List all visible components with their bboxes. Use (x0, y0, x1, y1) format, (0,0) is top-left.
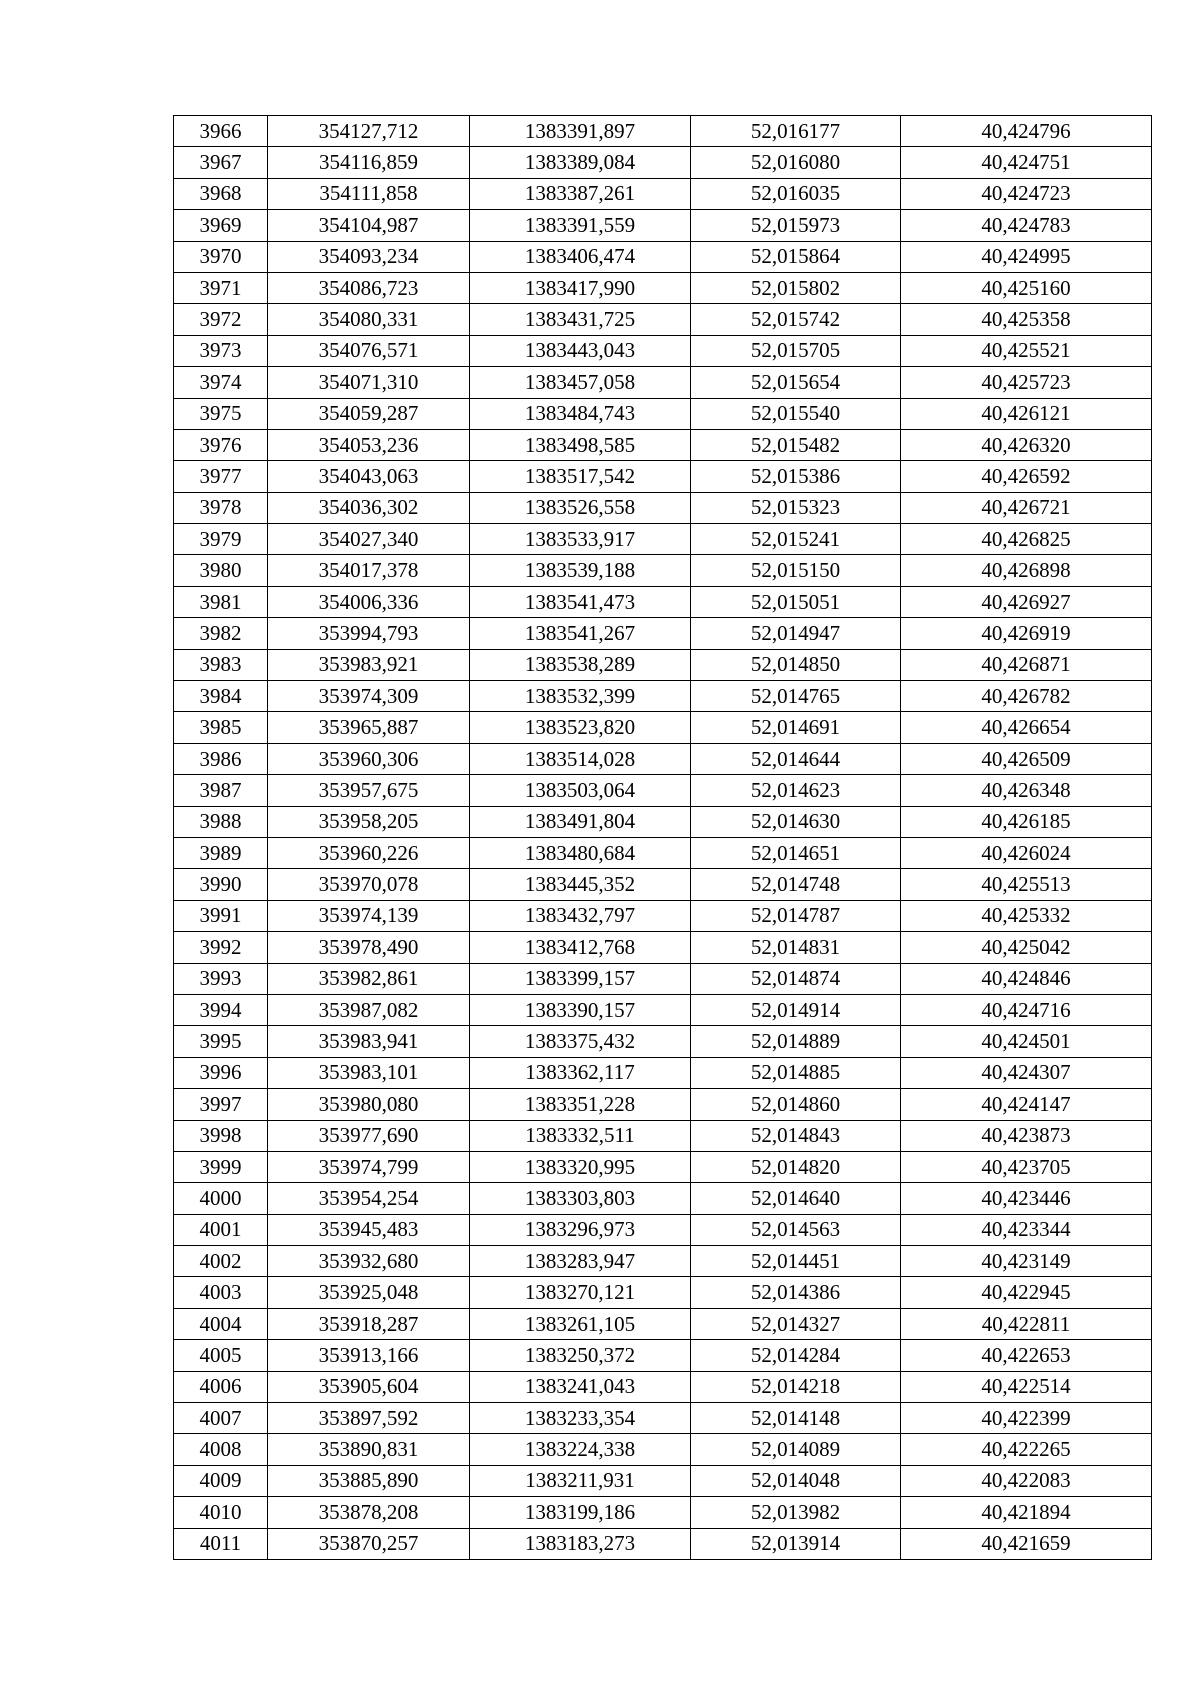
point-number-cell: 3972 (174, 304, 268, 335)
x-coordinate-cell: 353913,166 (268, 1340, 470, 1371)
table-row (174, 618, 1152, 649)
table-row (174, 147, 1152, 178)
x-coordinate-cell: 353925,048 (268, 1277, 470, 1308)
point-number-cell: 3995 (174, 1026, 268, 1057)
x-coordinate-cell: 353965,887 (268, 712, 470, 743)
point-number-cell: 3988 (174, 806, 268, 837)
point-number-cell: 3980 (174, 555, 268, 586)
longitude-cell: 40,421659 (901, 1528, 1152, 1559)
table-row (174, 900, 1152, 931)
latitude-cell: 52,014765 (691, 681, 901, 712)
longitude-cell: 40,422399 (901, 1403, 1152, 1434)
table-row (174, 1340, 1152, 1371)
point-number-cell: 3978 (174, 492, 268, 523)
longitude-cell: 40,423149 (901, 1246, 1152, 1277)
point-number-cell: 3974 (174, 367, 268, 398)
latitude-cell: 52,015864 (691, 241, 901, 272)
y-coordinate-cell: 1383412,768 (470, 932, 691, 963)
y-coordinate-cell: 1383445,352 (470, 869, 691, 900)
longitude-cell: 40,424783 (901, 210, 1152, 241)
y-coordinate-cell: 1383283,947 (470, 1246, 691, 1277)
point-number-cell: 3968 (174, 178, 268, 209)
latitude-cell: 52,016035 (691, 178, 901, 209)
latitude-cell: 52,014089 (691, 1434, 901, 1465)
point-number-cell: 3997 (174, 1089, 268, 1120)
table-row (174, 1371, 1152, 1402)
point-number-cell: 3976 (174, 429, 268, 460)
x-coordinate-cell: 354036,302 (268, 492, 470, 523)
x-coordinate-cell: 353974,799 (268, 1151, 470, 1182)
point-number-cell: 4004 (174, 1308, 268, 1339)
point-number-cell: 4001 (174, 1214, 268, 1245)
latitude-cell: 52,014148 (691, 1403, 901, 1434)
y-coordinate-cell: 1383417,990 (470, 272, 691, 303)
longitude-cell: 40,424796 (901, 116, 1152, 147)
point-number-cell: 3967 (174, 147, 268, 178)
table-row (174, 1434, 1152, 1465)
table-row (174, 869, 1152, 900)
y-coordinate-cell: 1383391,559 (470, 210, 691, 241)
longitude-cell: 40,425042 (901, 932, 1152, 963)
table-row (174, 1277, 1152, 1308)
point-number-cell: 3979 (174, 524, 268, 555)
longitude-cell: 40,424307 (901, 1057, 1152, 1088)
table-row (174, 681, 1152, 712)
longitude-cell: 40,424147 (901, 1089, 1152, 1120)
table-row (174, 492, 1152, 523)
y-coordinate-cell: 1383431,725 (470, 304, 691, 335)
longitude-cell: 40,423344 (901, 1214, 1152, 1245)
latitude-cell: 52,016080 (691, 147, 901, 178)
y-coordinate-cell: 1383526,558 (470, 492, 691, 523)
y-coordinate-cell: 1383541,267 (470, 618, 691, 649)
y-coordinate-cell: 1383211,931 (470, 1465, 691, 1496)
x-coordinate-cell: 354086,723 (268, 272, 470, 303)
coordinate-table-body (174, 116, 1152, 1560)
longitude-cell: 40,426509 (901, 743, 1152, 774)
point-number-cell: 4000 (174, 1183, 268, 1214)
x-coordinate-cell: 353932,680 (268, 1246, 470, 1277)
x-coordinate-cell: 354093,234 (268, 241, 470, 272)
y-coordinate-cell: 1383351,228 (470, 1089, 691, 1120)
table-row (174, 461, 1152, 492)
x-coordinate-cell: 353978,490 (268, 932, 470, 963)
table-row (174, 304, 1152, 335)
x-coordinate-cell: 353974,139 (268, 900, 470, 931)
longitude-cell: 40,423705 (901, 1151, 1152, 1182)
point-number-cell: 3983 (174, 649, 268, 680)
point-number-cell: 3999 (174, 1151, 268, 1182)
point-number-cell: 3993 (174, 963, 268, 994)
y-coordinate-cell: 1383387,261 (470, 178, 691, 209)
point-number-cell: 3969 (174, 210, 268, 241)
latitude-cell: 52,014947 (691, 618, 901, 649)
point-number-cell: 4002 (174, 1246, 268, 1277)
latitude-cell: 52,015051 (691, 586, 901, 617)
latitude-cell: 52,015241 (691, 524, 901, 555)
y-coordinate-cell: 1383391,897 (470, 116, 691, 147)
y-coordinate-cell: 1383296,973 (470, 1214, 691, 1245)
point-number-cell: 3996 (174, 1057, 268, 1088)
latitude-cell: 52,014048 (691, 1465, 901, 1496)
longitude-cell: 40,426919 (901, 618, 1152, 649)
x-coordinate-cell: 354111,858 (268, 178, 470, 209)
longitude-cell: 40,425358 (901, 304, 1152, 335)
y-coordinate-cell: 1383261,105 (470, 1308, 691, 1339)
latitude-cell: 52,014630 (691, 806, 901, 837)
y-coordinate-cell: 1383480,684 (470, 837, 691, 868)
longitude-cell: 40,426927 (901, 586, 1152, 617)
longitude-cell: 40,424716 (901, 994, 1152, 1025)
y-coordinate-cell: 1383320,995 (470, 1151, 691, 1182)
table-row (174, 398, 1152, 429)
x-coordinate-cell: 353878,208 (268, 1497, 470, 1528)
point-number-cell: 4005 (174, 1340, 268, 1371)
longitude-cell: 40,425160 (901, 272, 1152, 303)
latitude-cell: 52,014386 (691, 1277, 901, 1308)
y-coordinate-cell: 1383183,273 (470, 1528, 691, 1559)
table-row (174, 1308, 1152, 1339)
point-number-cell: 3975 (174, 398, 268, 429)
latitude-cell: 52,015482 (691, 429, 901, 460)
table-row (174, 712, 1152, 743)
latitude-cell: 52,013914 (691, 1528, 901, 1559)
y-coordinate-cell: 1383484,743 (470, 398, 691, 429)
latitude-cell: 52,014218 (691, 1371, 901, 1402)
longitude-cell: 40,426898 (901, 555, 1152, 586)
longitude-cell: 40,426185 (901, 806, 1152, 837)
longitude-cell: 40,422653 (901, 1340, 1152, 1371)
latitude-cell: 52,015654 (691, 367, 901, 398)
longitude-cell: 40,422514 (901, 1371, 1152, 1402)
table-row (174, 1026, 1152, 1057)
point-number-cell: 3973 (174, 335, 268, 366)
table-row (174, 524, 1152, 555)
table-row (174, 367, 1152, 398)
x-coordinate-cell: 353905,604 (268, 1371, 470, 1402)
latitude-cell: 52,014850 (691, 649, 901, 680)
latitude-cell: 52,014889 (691, 1026, 901, 1057)
longitude-cell: 40,425332 (901, 900, 1152, 931)
longitude-cell: 40,423873 (901, 1120, 1152, 1151)
latitude-cell: 52,014874 (691, 963, 901, 994)
longitude-cell: 40,426121 (901, 398, 1152, 429)
point-number-cell: 3970 (174, 241, 268, 272)
longitude-cell: 40,422945 (901, 1277, 1152, 1308)
table-row (174, 241, 1152, 272)
longitude-cell: 40,424846 (901, 963, 1152, 994)
latitude-cell: 52,015742 (691, 304, 901, 335)
x-coordinate-cell: 354116,859 (268, 147, 470, 178)
x-coordinate-cell: 353980,080 (268, 1089, 470, 1120)
x-coordinate-cell: 353983,921 (268, 649, 470, 680)
table-row (174, 837, 1152, 868)
point-number-cell: 4003 (174, 1277, 268, 1308)
y-coordinate-cell: 1383523,820 (470, 712, 691, 743)
table-row (174, 272, 1152, 303)
latitude-cell: 52,016177 (691, 116, 901, 147)
latitude-cell: 52,015386 (691, 461, 901, 492)
coordinate-table (173, 115, 1152, 1560)
y-coordinate-cell: 1383362,117 (470, 1057, 691, 1088)
x-coordinate-cell: 353918,287 (268, 1308, 470, 1339)
point-number-cell: 3971 (174, 272, 268, 303)
x-coordinate-cell: 353994,793 (268, 618, 470, 649)
x-coordinate-cell: 353870,257 (268, 1528, 470, 1559)
table-row (174, 1089, 1152, 1120)
table-row (174, 1183, 1152, 1214)
point-number-cell: 3992 (174, 932, 268, 963)
table-row (174, 1465, 1152, 1496)
y-coordinate-cell: 1383406,474 (470, 241, 691, 272)
point-number-cell: 4010 (174, 1497, 268, 1528)
y-coordinate-cell: 1383533,917 (470, 524, 691, 555)
y-coordinate-cell: 1383375,432 (470, 1026, 691, 1057)
longitude-cell: 40,426825 (901, 524, 1152, 555)
longitude-cell: 40,424995 (901, 241, 1152, 272)
y-coordinate-cell: 1383241,043 (470, 1371, 691, 1402)
y-coordinate-cell: 1383514,028 (470, 743, 691, 774)
point-number-cell: 3991 (174, 900, 268, 931)
latitude-cell: 52,014651 (691, 837, 901, 868)
longitude-cell: 40,421894 (901, 1497, 1152, 1528)
longitude-cell: 40,426024 (901, 837, 1152, 868)
latitude-cell: 52,015540 (691, 398, 901, 429)
y-coordinate-cell: 1383224,338 (470, 1434, 691, 1465)
point-number-cell: 3989 (174, 837, 268, 868)
latitude-cell: 52,014787 (691, 900, 901, 931)
x-coordinate-cell: 354059,287 (268, 398, 470, 429)
x-coordinate-cell: 354076,571 (268, 335, 470, 366)
table-row (174, 1403, 1152, 1434)
y-coordinate-cell: 1383250,372 (470, 1340, 691, 1371)
point-number-cell: 3994 (174, 994, 268, 1025)
latitude-cell: 52,015973 (691, 210, 901, 241)
point-number-cell: 3981 (174, 586, 268, 617)
x-coordinate-cell: 353957,675 (268, 775, 470, 806)
point-number-cell: 4009 (174, 1465, 268, 1496)
table-row (174, 994, 1152, 1025)
table-row (174, 649, 1152, 680)
y-coordinate-cell: 1383233,354 (470, 1403, 691, 1434)
point-number-cell: 3987 (174, 775, 268, 806)
x-coordinate-cell: 353960,306 (268, 743, 470, 774)
table-row (174, 743, 1152, 774)
longitude-cell: 40,423446 (901, 1183, 1152, 1214)
point-number-cell: 3977 (174, 461, 268, 492)
x-coordinate-cell: 354080,331 (268, 304, 470, 335)
longitude-cell: 40,426592 (901, 461, 1152, 492)
point-number-cell: 4011 (174, 1528, 268, 1559)
y-coordinate-cell: 1383517,542 (470, 461, 691, 492)
longitude-cell: 40,425513 (901, 869, 1152, 900)
y-coordinate-cell: 1383532,399 (470, 681, 691, 712)
point-number-cell: 4007 (174, 1403, 268, 1434)
longitude-cell: 40,422083 (901, 1465, 1152, 1496)
table-row (174, 1214, 1152, 1245)
table-row (174, 932, 1152, 963)
y-coordinate-cell: 1383503,064 (470, 775, 691, 806)
y-coordinate-cell: 1383538,289 (470, 649, 691, 680)
point-number-cell: 3982 (174, 618, 268, 649)
longitude-cell: 40,422811 (901, 1308, 1152, 1339)
latitude-cell: 52,013982 (691, 1497, 901, 1528)
y-coordinate-cell: 1383432,797 (470, 900, 691, 931)
latitude-cell: 52,015705 (691, 335, 901, 366)
table-row (174, 1497, 1152, 1528)
x-coordinate-cell: 353987,082 (268, 994, 470, 1025)
point-number-cell: 3966 (174, 116, 268, 147)
table-row (174, 116, 1152, 147)
x-coordinate-cell: 353977,690 (268, 1120, 470, 1151)
y-coordinate-cell: 1383303,803 (470, 1183, 691, 1214)
table-row (174, 429, 1152, 460)
longitude-cell: 40,426320 (901, 429, 1152, 460)
table-row (174, 586, 1152, 617)
table-row (174, 1528, 1152, 1559)
latitude-cell: 52,015150 (691, 555, 901, 586)
table-row (174, 1120, 1152, 1151)
x-coordinate-cell: 353983,941 (268, 1026, 470, 1057)
x-coordinate-cell: 353954,254 (268, 1183, 470, 1214)
point-number-cell: 3986 (174, 743, 268, 774)
y-coordinate-cell: 1383498,585 (470, 429, 691, 460)
longitude-cell: 40,426871 (901, 649, 1152, 680)
y-coordinate-cell: 1383199,186 (470, 1497, 691, 1528)
latitude-cell: 52,014885 (691, 1057, 901, 1088)
latitude-cell: 52,014843 (691, 1120, 901, 1151)
y-coordinate-cell: 1383270,121 (470, 1277, 691, 1308)
x-coordinate-cell: 354053,236 (268, 429, 470, 460)
latitude-cell: 52,015802 (691, 272, 901, 303)
longitude-cell: 40,424751 (901, 147, 1152, 178)
y-coordinate-cell: 1383457,058 (470, 367, 691, 398)
table-row (174, 210, 1152, 241)
table-row (174, 1057, 1152, 1088)
latitude-cell: 52,014644 (691, 743, 901, 774)
y-coordinate-cell: 1383399,157 (470, 963, 691, 994)
x-coordinate-cell: 353958,205 (268, 806, 470, 837)
point-number-cell: 3985 (174, 712, 268, 743)
x-coordinate-cell: 353983,101 (268, 1057, 470, 1088)
x-coordinate-cell: 353885,890 (268, 1465, 470, 1496)
x-coordinate-cell: 353897,592 (268, 1403, 470, 1434)
y-coordinate-cell: 1383332,511 (470, 1120, 691, 1151)
x-coordinate-cell: 354104,987 (268, 210, 470, 241)
x-coordinate-cell: 354006,336 (268, 586, 470, 617)
table-row (174, 555, 1152, 586)
latitude-cell: 52,014640 (691, 1183, 901, 1214)
longitude-cell: 40,424501 (901, 1026, 1152, 1057)
longitude-cell: 40,426782 (901, 681, 1152, 712)
y-coordinate-cell: 1383541,473 (470, 586, 691, 617)
y-coordinate-cell: 1383443,043 (470, 335, 691, 366)
latitude-cell: 52,014284 (691, 1340, 901, 1371)
latitude-cell: 52,015323 (691, 492, 901, 523)
point-number-cell: 4008 (174, 1434, 268, 1465)
point-number-cell: 3984 (174, 681, 268, 712)
latitude-cell: 52,014820 (691, 1151, 901, 1182)
y-coordinate-cell: 1383389,084 (470, 147, 691, 178)
table-row (174, 1246, 1152, 1277)
x-coordinate-cell: 354017,378 (268, 555, 470, 586)
point-number-cell: 3998 (174, 1120, 268, 1151)
y-coordinate-cell: 1383491,804 (470, 806, 691, 837)
longitude-cell: 40,424723 (901, 178, 1152, 209)
longitude-cell: 40,426721 (901, 492, 1152, 523)
x-coordinate-cell: 354043,063 (268, 461, 470, 492)
x-coordinate-cell: 354127,712 (268, 116, 470, 147)
x-coordinate-cell: 353890,831 (268, 1434, 470, 1465)
latitude-cell: 52,014451 (691, 1246, 901, 1277)
y-coordinate-cell: 1383390,157 (470, 994, 691, 1025)
latitude-cell: 52,014831 (691, 932, 901, 963)
table-row (174, 1151, 1152, 1182)
latitude-cell: 52,014691 (691, 712, 901, 743)
table-row (174, 963, 1152, 994)
x-coordinate-cell: 354071,310 (268, 367, 470, 398)
longitude-cell: 40,422265 (901, 1434, 1152, 1465)
latitude-cell: 52,014327 (691, 1308, 901, 1339)
y-coordinate-cell: 1383539,188 (470, 555, 691, 586)
latitude-cell: 52,014748 (691, 869, 901, 900)
table-row (174, 178, 1152, 209)
latitude-cell: 52,014563 (691, 1214, 901, 1245)
table-row (174, 806, 1152, 837)
table-row (174, 775, 1152, 806)
x-coordinate-cell: 353970,078 (268, 869, 470, 900)
point-number-cell: 4006 (174, 1371, 268, 1402)
longitude-cell: 40,426654 (901, 712, 1152, 743)
latitude-cell: 52,014623 (691, 775, 901, 806)
x-coordinate-cell: 353974,309 (268, 681, 470, 712)
latitude-cell: 52,014914 (691, 994, 901, 1025)
x-coordinate-cell: 353960,226 (268, 837, 470, 868)
point-number-cell: 3990 (174, 869, 268, 900)
x-coordinate-cell: 353982,861 (268, 963, 470, 994)
table-row (174, 335, 1152, 366)
longitude-cell: 40,425723 (901, 367, 1152, 398)
x-coordinate-cell: 354027,340 (268, 524, 470, 555)
latitude-cell: 52,014860 (691, 1089, 901, 1120)
x-coordinate-cell: 353945,483 (268, 1214, 470, 1245)
longitude-cell: 40,425521 (901, 335, 1152, 366)
longitude-cell: 40,426348 (901, 775, 1152, 806)
